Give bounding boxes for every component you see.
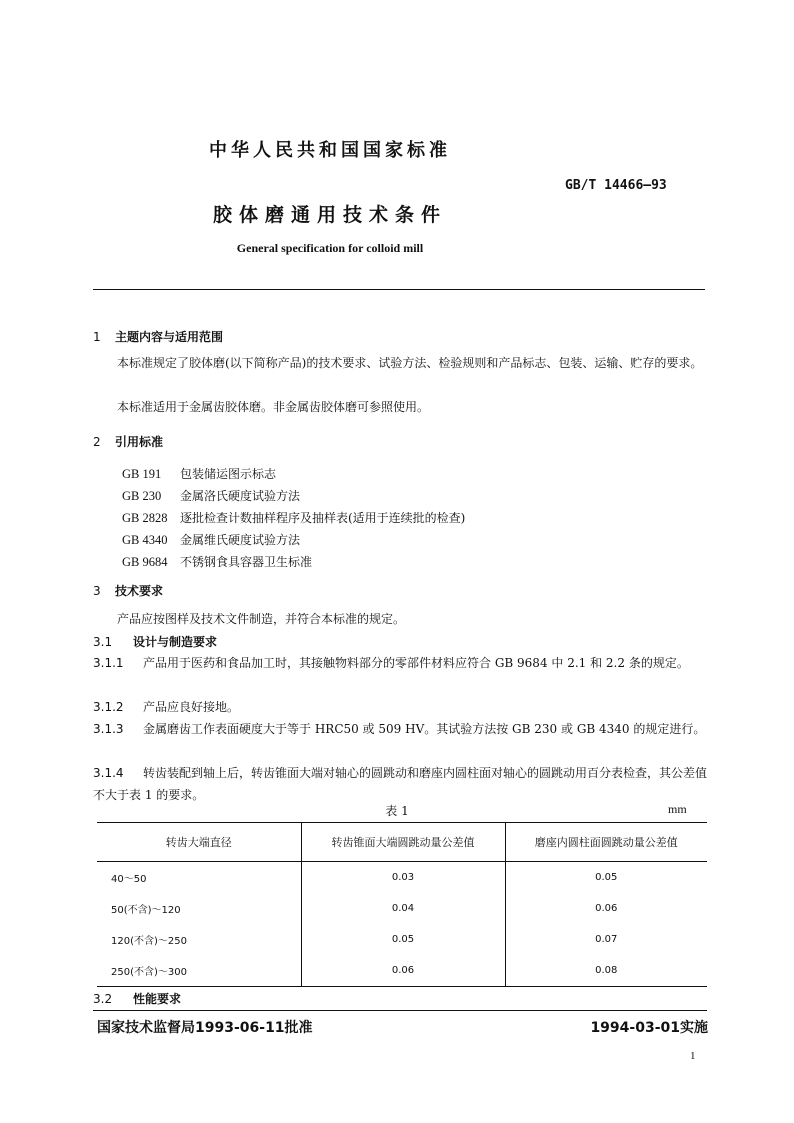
section-3-2-heading	[93, 990, 181, 1007]
section-title: 引用标准	[115, 435, 164, 449]
tolerance-table	[97, 822, 707, 987]
clause-3-1-3	[93, 718, 707, 740]
section-number: 1	[93, 330, 101, 344]
section-title: 技术要求	[115, 584, 164, 598]
column-header: 磨座内圆柱面圆跳动量公差值	[505, 823, 707, 862]
reference-name: 金属洛氏硬度试验方法	[180, 489, 301, 503]
reference-code: GB 4340	[122, 533, 168, 547]
table-unit: mm	[668, 802, 687, 816]
section-3-heading	[93, 582, 163, 599]
section-title: 性能要求	[133, 992, 182, 1006]
runout-cell: 0.08	[505, 955, 707, 987]
table-row	[97, 862, 707, 894]
standard-title-en: General specification for colloid mill	[236, 241, 424, 255]
reference-code: GB 9684	[122, 555, 168, 569]
runout-cell: 0.06	[301, 955, 505, 987]
diameter-cell: 40～50	[111, 874, 147, 885]
section-3-paragraph: 产品应按图样及技术文件制造，并符合本标准的规定。	[117, 612, 406, 626]
clause-3-1-2	[93, 696, 707, 718]
reference-code: GB 230	[122, 489, 162, 503]
section-number: 3	[93, 584, 101, 598]
reference-item	[122, 509, 465, 526]
reference-code: GB 191	[122, 467, 162, 481]
diameter-cell: 120(不含)～250	[111, 936, 187, 947]
section-1-heading	[93, 328, 223, 345]
table-title: 表 1	[385, 804, 409, 818]
approval-statement: 国家技术监督局1993-06-11批准	[97, 1020, 313, 1036]
reference-name: 金属维氏硬度试验方法	[180, 533, 301, 547]
clause-3-1-4	[93, 762, 707, 806]
section-number: 3.2	[93, 992, 113, 1006]
runout-cell: 0.07	[505, 924, 707, 955]
clause-text: 金属磨齿工作表面硬度大于等于 HRC50 或 509 HV。其试验方法按 GB 230 或 GB 4340 的规定进行。	[143, 722, 706, 736]
reference-name: 包装储运图示标志	[180, 467, 277, 481]
diameter-cell: 50(不含)～120	[111, 905, 181, 916]
section-1-paragraph-2: 本标准适用于金属齿胶体磨。非金属齿胶体磨可参照使用。	[117, 400, 430, 414]
clause-number: 3.1.3	[93, 722, 124, 736]
effective-date: 1994-03-01实施	[590, 1020, 708, 1036]
page-number: 1	[690, 1050, 696, 1062]
runout-cell: 0.06	[505, 893, 707, 924]
table-row	[97, 893, 707, 924]
section-2-heading	[93, 433, 163, 450]
section-1-paragraph-1: 本标准规定了胶体磨(以下简称产品)的技术要求、试验方法、检验规则和产品标志、包装、运输、贮存的要求。	[117, 356, 703, 370]
header-divider	[93, 289, 705, 290]
standard-code: GB/T 14466—93	[565, 178, 667, 193]
section-title: 设计与制造要求	[133, 635, 218, 649]
standard-organization: 中华人民共和国国家标准	[209, 140, 451, 161]
table-row	[97, 955, 707, 987]
section-3-1-heading	[93, 633, 217, 650]
footer-divider	[93, 1010, 707, 1011]
runout-cell: 0.05	[505, 862, 707, 894]
reference-item	[122, 553, 312, 570]
clause-3-1-1	[93, 652, 707, 674]
diameter-cell: 250(不含)～300	[97, 955, 301, 987]
clause-number: 3.1.4	[93, 766, 124, 780]
column-header: 转齿大端直径	[97, 823, 301, 862]
column-header: 转齿锥面大端圆跳动量公差值	[301, 823, 505, 862]
clause-text: 转齿装配到轴上后，转齿锥面大端对轴心的圆跳动和磨座内圆柱面对轴心的圆跳动用百分表检查，其公差值不大于表 1 的要求。	[93, 766, 708, 802]
runout-cell: 0.05	[301, 924, 505, 955]
reference-name: 逐批检查计数抽样程序及抽样表(适用于连续批的检查)	[180, 511, 466, 525]
standard-title-cn: 胶体磨通用技术条件	[212, 204, 447, 226]
reference-item	[122, 531, 300, 548]
table-row	[97, 924, 707, 955]
section-title: 主题内容与适用范围	[115, 330, 224, 344]
clause-number: 3.1.2	[93, 700, 124, 714]
clause-text: 产品应良好接地。	[143, 700, 240, 714]
reference-item	[122, 487, 300, 504]
section-number: 2	[93, 435, 101, 449]
reference-code: GB 2828	[122, 511, 168, 525]
runout-cell: 0.04	[301, 893, 505, 924]
reference-item	[122, 465, 276, 482]
section-number: 3.1	[93, 635, 113, 649]
clause-text: 产品用于医药和食品加工时，其接触物料部分的零部件材料应符合 GB 9684 中 2.1 和 2.2 条的规定。	[143, 656, 689, 670]
runout-cell: 0.03	[301, 862, 505, 894]
reference-name: 不锈钢食具容器卫生标准	[180, 555, 313, 569]
clause-number: 3.1.1	[93, 656, 124, 670]
table-header-row	[97, 823, 707, 862]
